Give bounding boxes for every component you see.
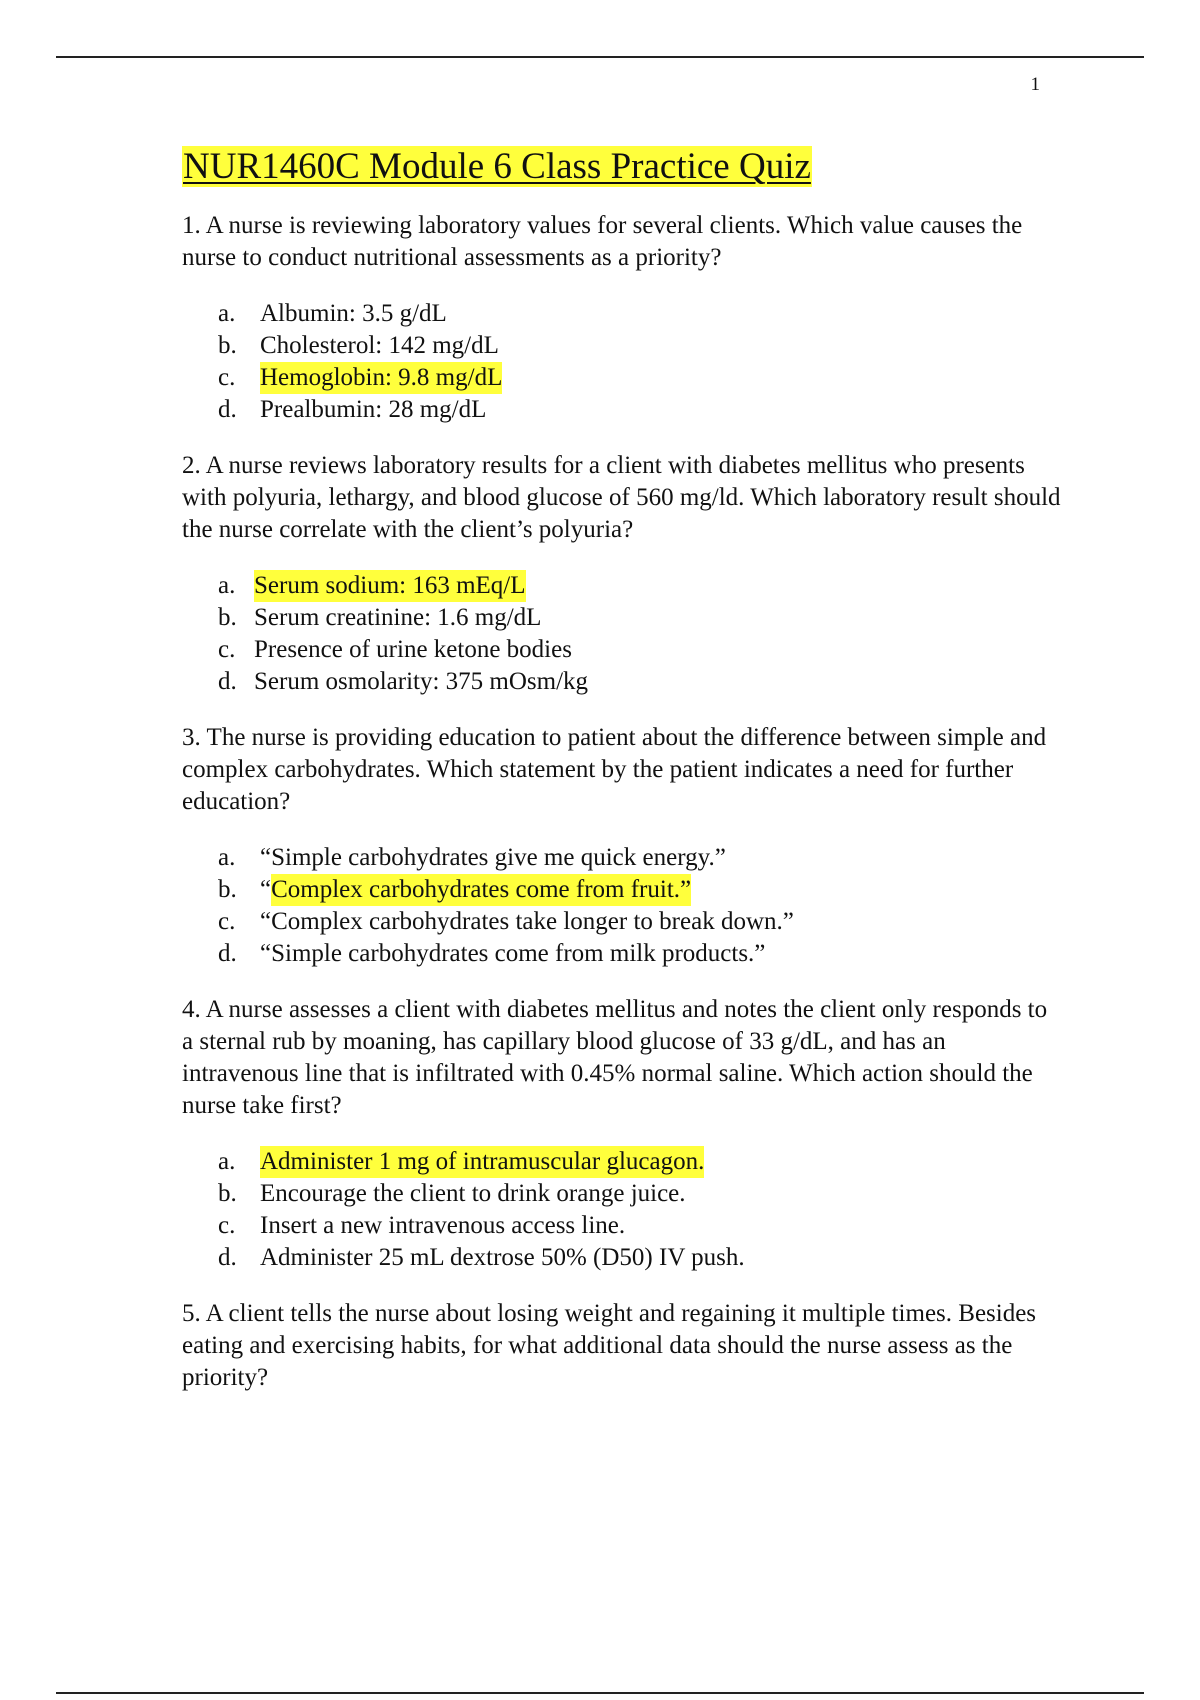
option-open-quote: “ (260, 876, 272, 903)
question-4-stem: 4. A nurse assesses a client with diabetes mellitus and notes the client only responds to a sternal rub by moaning, has capillary blood glucose of 33 g/dL, and has an intravenous line that is infiltrated with 0.45% normal saline. Which action should the nurse take first? (182, 996, 1048, 1119)
option-1c (218, 362, 1062, 394)
option-text: Encourage the client to drink orange juice. (260, 1180, 686, 1207)
option-letter: b. (218, 876, 237, 903)
question-1-stem: 1. A nurse is reviewing laboratory values for several clients. Which value causes the nurse to conduct nutritional assessments as a priority? (182, 212, 1023, 271)
option-text: Serum creatinine: 1.6 mg/dL (254, 604, 542, 631)
option-4a (218, 1146, 1062, 1178)
option-text: “Simple carbohydrates give me quick energy.” (260, 844, 726, 871)
option-4c (218, 1210, 1062, 1242)
option-text-highlighted: Complex carbohydrates come from fruit.” (271, 874, 691, 906)
question-2-stem: 2. A nurse reviews laboratory results for a client with diabetes mellitus who presents with polyuria, lethargy, and blood glucose of 560 mg/ld. Which laboratory result should the nurse correlate with the client’s polyuria? (182, 452, 1061, 543)
option-text: Presence of urine ketone bodies (254, 636, 572, 663)
option-letter: c. (218, 364, 236, 391)
option-3d (218, 938, 1062, 970)
option-text: Prealbumin: 28 mg/dL (260, 396, 487, 423)
option-text: Insert a new intravenous access line. (260, 1212, 626, 1239)
option-letter: b. (218, 604, 237, 631)
option-letter: d. (218, 940, 237, 967)
option-3b (218, 874, 1062, 906)
option-text: Serum osmolarity: 375 mOsm/kg (254, 668, 589, 695)
option-letter: a. (218, 1148, 236, 1175)
option-2b (218, 602, 1062, 634)
option-1d (218, 394, 1062, 426)
option-text: Albumin: 3.5 g/dL (260, 300, 447, 327)
option-letter: b. (218, 1180, 237, 1207)
question-3-options (218, 842, 1062, 970)
option-4b (218, 1178, 1062, 1210)
option-4d (218, 1242, 1062, 1274)
option-2c (218, 634, 1062, 666)
option-text: Cholesterol: 142 mg/dL (260, 332, 499, 359)
option-letter: d. (218, 1244, 237, 1271)
document-body (182, 144, 1062, 1418)
option-text-highlighted: Serum sodium: 163 mEq/L (254, 570, 526, 602)
page-number: 1 (1030, 74, 1040, 95)
question-3-stem: 3. The nurse is providing education to patient about the difference between simple and complex carbohydrates. Which statement by the patient indicates a need for further education? (182, 724, 1047, 815)
option-1a (218, 298, 1062, 330)
option-text: “Simple carbohydrates come from milk products.” (260, 940, 766, 967)
page-title-text: NUR1460C Module 6 Class Practice Quiz (183, 146, 811, 187)
option-letter: c. (218, 1212, 236, 1239)
header-rule (56, 56, 1144, 58)
question-4-options (218, 1146, 1062, 1274)
option-letter: a. (218, 300, 236, 327)
option-letter: c. (218, 636, 236, 663)
option-3a (218, 842, 1062, 874)
question-5-stem: 5. A client tells the nurse about losing weight and regaining it multiple times. Besides eating and exercising habits, for what additional data should the nurse assess as the priority? (182, 1300, 1037, 1391)
option-2d (218, 666, 1062, 698)
option-letter: c. (218, 908, 236, 935)
option-letter: b. (218, 332, 237, 359)
option-2a (218, 570, 1062, 602)
option-text-highlighted: Administer 1 mg of intramuscular glucagon. (260, 1146, 704, 1178)
option-text-highlighted: Hemoglobin: 9.8 mg/dL (260, 362, 502, 394)
footer-rule (56, 1692, 1144, 1694)
page-title (182, 144, 1062, 190)
option-letter: d. (218, 396, 237, 423)
question-2-options (218, 570, 1062, 698)
option-text: Administer 25 mL dextrose 50% (D50) IV push. (260, 1244, 745, 1271)
option-3c (218, 906, 1062, 938)
option-1b (218, 330, 1062, 362)
option-letter: d. (218, 668, 237, 695)
option-letter: a. (218, 572, 236, 599)
question-1-options (218, 298, 1062, 426)
option-text: “Complex carbohydrates take longer to break down.” (260, 908, 794, 935)
option-letter: a. (218, 844, 236, 871)
